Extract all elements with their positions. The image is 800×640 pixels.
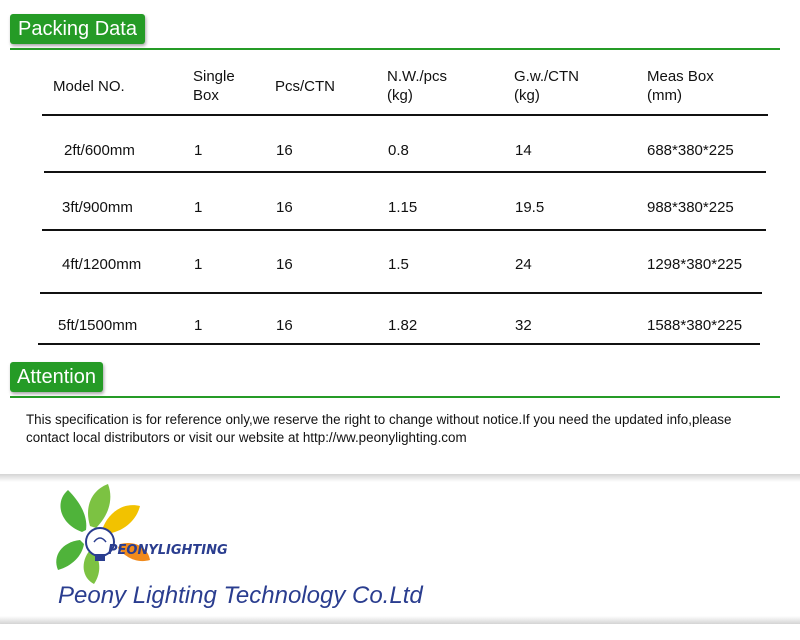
logo-wordmark: PEONYLIGHTING [108, 543, 228, 558]
cell-single-box: 1 [194, 142, 203, 159]
cell-nw: 1.82 [388, 317, 418, 334]
header-meas-box: Meas Box (mm) [647, 68, 714, 104]
table-divider [42, 229, 766, 231]
table-divider [38, 343, 760, 345]
cell-pcs-ctn: 16 [276, 199, 293, 216]
cell-meas-box: 1588*380*225 [647, 317, 743, 334]
cell-pcs-ctn: 16 [276, 142, 293, 159]
cell-single-box: 1 [194, 199, 203, 216]
cell-single-box: 1 [194, 317, 203, 334]
packing-data-heading: Packing Data [10, 14, 145, 44]
header-model: Model NO. [53, 78, 125, 95]
header-gw: G.w./CTN (kg) [514, 68, 580, 104]
peony-logo [50, 484, 250, 584]
table-divider [44, 171, 766, 173]
attention-rule [10, 396, 780, 398]
cell-model: 4ft/1200mm [62, 256, 142, 273]
header-nw: N.W./pcs (kg) [387, 68, 448, 104]
cell-meas-box: 1298*380*225 [647, 256, 743, 273]
header-single-box: Single Box [193, 68, 235, 104]
notice-line: This specification is for reference only,we reserve the right to change without notice.If you need the updated info,please [26, 412, 732, 427]
cell-nw: 1.5 [388, 256, 409, 273]
cell-pcs-ctn: 16 [276, 317, 293, 334]
cell-meas-box: 988*380*225 [647, 199, 734, 216]
cell-gw: 24 [515, 256, 532, 273]
footer-divider-bottom [0, 616, 800, 624]
company-name: Peony Lighting Technology Co.Ltd [58, 582, 423, 609]
cell-meas-box: 688*380*225 [647, 142, 734, 159]
cell-nw: 1.15 [388, 199, 418, 216]
notice-line: contact local distributors or visit our website at http://ww.peonylighting.com [26, 430, 467, 445]
cell-single-box: 1 [194, 256, 203, 273]
flower-icon [56, 484, 150, 584]
packing-data-rule [10, 48, 780, 50]
cell-model: 3ft/900mm [62, 199, 133, 216]
attention-notice [26, 411, 791, 447]
cell-model: 2ft/600mm [64, 142, 135, 159]
table-divider [42, 114, 768, 116]
table-divider [40, 292, 762, 294]
attention-heading: Attention [10, 362, 103, 392]
cell-gw: 32 [515, 317, 532, 334]
cell-nw: 0.8 [388, 142, 409, 159]
cell-model: 5ft/1500mm [58, 317, 138, 334]
cell-pcs-ctn: 16 [276, 256, 293, 273]
cell-gw: 19.5 [515, 199, 545, 216]
header-pcs-ctn: Pcs/CTN [275, 78, 335, 95]
cell-gw: 14 [515, 142, 532, 159]
footer-divider-top [0, 474, 800, 482]
